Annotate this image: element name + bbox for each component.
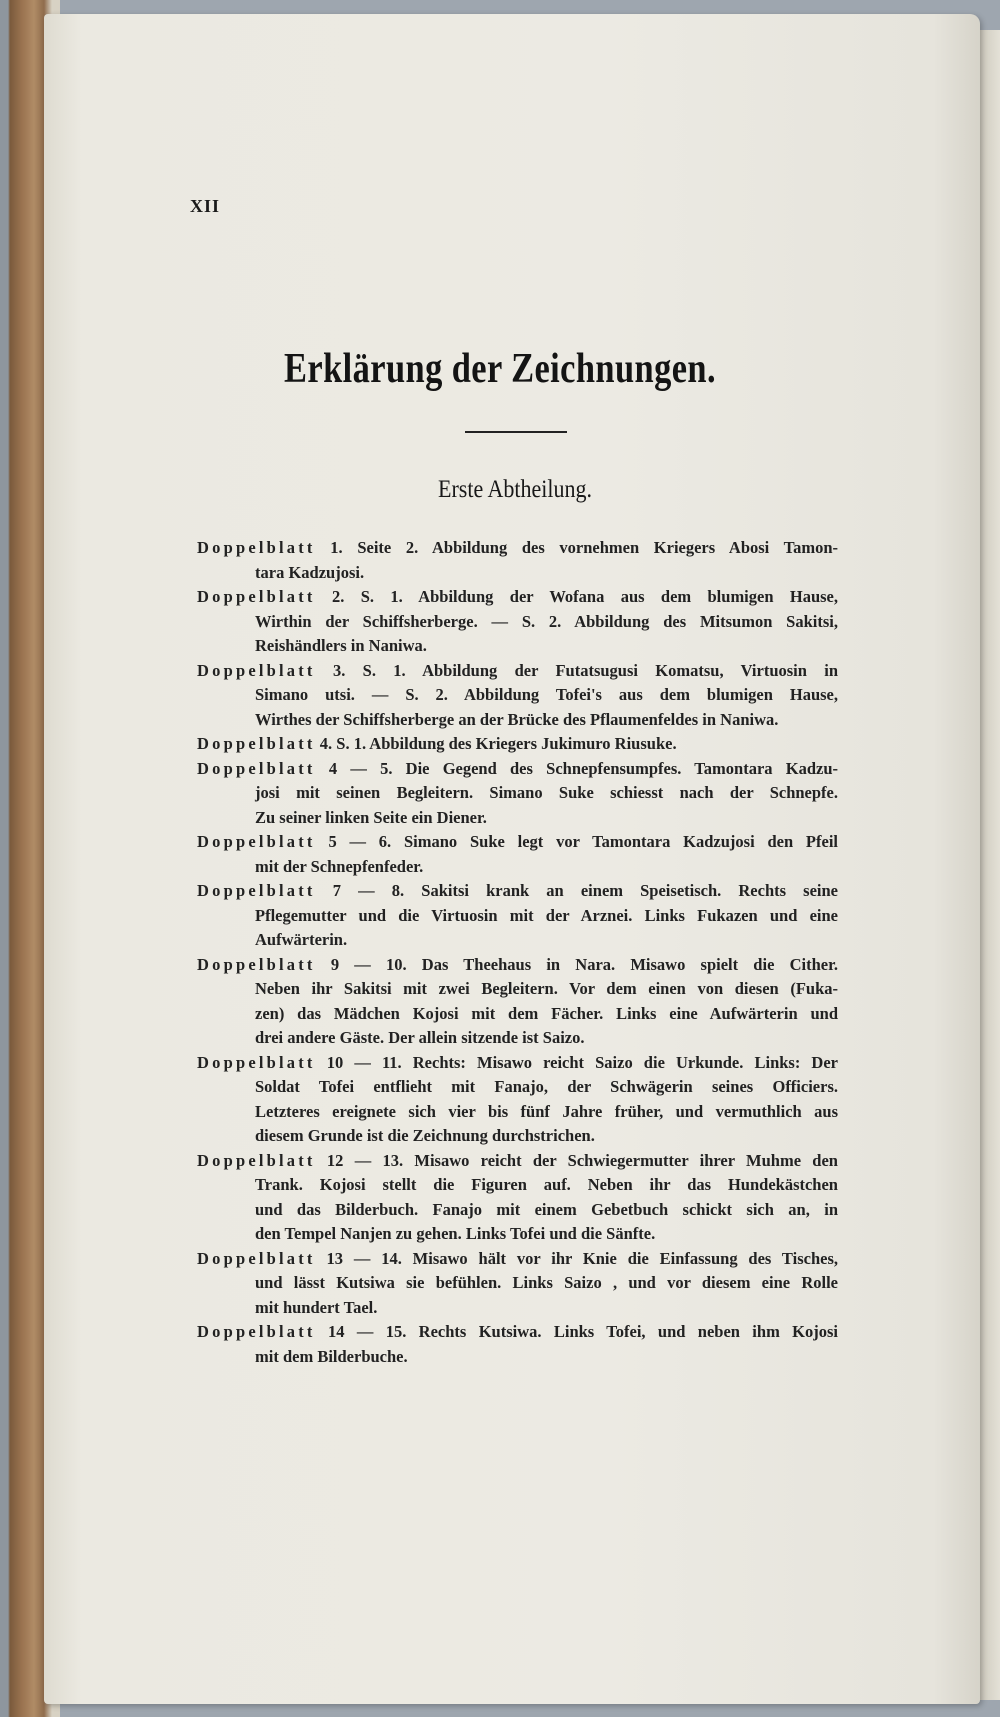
entry-text: 9 — 10. Das Theehaus in Nara. Misawo spielt die Cither.	[330, 954, 839, 974]
list-item	[197, 1247, 838, 1321]
entry-text: 2. S. 1. Abbildung der Wofana aus dem blumigen Hause,	[332, 587, 838, 606]
entry-continuation-line	[255, 806, 838, 831]
entry-continuation-line	[255, 561, 838, 586]
page-title: Erklärung der Zeichnungen.	[283, 346, 716, 392]
list-item	[197, 1051, 838, 1149]
entry-text: Trank. Kojosi stellt die Figuren auf. Neben ihr das Hundekästchen	[255, 1175, 838, 1194]
entry-continuation-line	[255, 904, 838, 929]
list-item	[197, 953, 838, 1051]
title-divider	[465, 431, 567, 433]
entry-text: 5 — 6. Simano Suke legt vor Tamontara Kadzujosi den Pfeil	[328, 832, 839, 851]
entry-text: 10 — 11. Rechts: Misawo reicht Saizo die Urkunde. Links: Der	[326, 1052, 839, 1072]
entry-text: Pflegemutter und die Virtuosin mit der Arznei. Links Fukazen und eine	[255, 905, 838, 925]
section-heading: Erste Abtheilung.	[438, 476, 592, 503]
entry-text: Wirthin der Schiffsherberge. — S. 2. Abbildung des Mitsumon Sakitsi,	[255, 611, 838, 631]
entry-continuation-line	[255, 708, 838, 733]
entry-text: 1. Seite 2. Abbildung des vornehmen Kriegers Abosi Tamon-	[330, 538, 839, 557]
entry-text: und lässt Kutsiwa sie befühlen. Links Saizo , und vor diesem eine Rolle	[255, 1273, 838, 1292]
entry-continuation-line	[255, 1296, 838, 1321]
entry-label: Doppelblatt	[197, 660, 316, 680]
entry-first-line	[197, 879, 838, 904]
list-item	[197, 879, 838, 953]
entry-text: Simano utsi. — S. 2. Abbildung Tofei's aus dem blumigen Hause,	[255, 685, 838, 704]
entry-text: 3. S. 1. Abbildung der Futatsugusi Komatsu, Virtuosin in	[332, 660, 839, 680]
entry-text: und das Bilderbuch. Fanajo mit einem Gebetbuch schickt sich an, in	[255, 1199, 838, 1219]
entry-first-line	[197, 757, 838, 782]
entry-continuation-line	[255, 634, 838, 659]
entry-first-line	[197, 1051, 838, 1076]
entry-text: Neben ihr Sakitsi mit zwei Begleitern. Vor dem einen von diesen (Fuka-	[255, 979, 838, 998]
entry-text: drei andere Gäste. Der allein sitzende ist Saizo.	[255, 1028, 585, 1047]
entry-text: mit hundert Tael.	[255, 1297, 378, 1317]
entry-text: Wirthes der Schiffsherberge an der Brücke des Pflaumenfeldes in Naniwa.	[255, 709, 779, 729]
entry-text: mit der Schnepfenfeder.	[255, 856, 424, 876]
entry-text: diesem Grunde ist die Zeichnung durchstrichen.	[255, 1126, 595, 1145]
entry-text: 7 — 8. Sakitsi krank an einem Speisetisch. Rechts seine	[332, 881, 838, 900]
list-item	[197, 536, 838, 585]
page-number: XII	[190, 196, 221, 216]
entry-first-line	[197, 830, 838, 855]
entry-text: Zu seiner linken Seite ein Diener.	[255, 807, 487, 827]
entry-label: Doppelblatt	[197, 758, 316, 778]
entry-first-line	[197, 1247, 838, 1272]
entry-continuation-line	[255, 610, 838, 635]
list-item	[197, 757, 838, 831]
entry-label: Doppelblatt	[197, 587, 316, 606]
list-item	[197, 1149, 838, 1247]
entry-first-line	[197, 1320, 838, 1345]
entry-label: Doppelblatt	[197, 832, 316, 851]
entry-text: den Tempel Nanjen zu gehen. Links Tofei und die Sänfte.	[255, 1224, 656, 1243]
list-item	[197, 585, 838, 659]
entry-continuation-line	[255, 1100, 838, 1125]
entry-continuation-line	[255, 1198, 838, 1223]
list-item	[197, 830, 838, 879]
entry-text: Letzteres ereignete sich vier bis fünf Jahre früher, und vermuthlich aus	[255, 1101, 838, 1121]
entry-continuation-line	[255, 1173, 838, 1198]
list-item	[197, 659, 838, 733]
entry-continuation-line	[255, 928, 838, 953]
entry-continuation-line	[255, 1002, 838, 1027]
entry-continuation-line	[255, 1271, 838, 1296]
entry-text: mit dem Bilderbuche.	[255, 1346, 408, 1366]
entry-text: 4. S. 1. Abbildung des Kriegers Jukimuro Riusuke.	[319, 734, 677, 753]
entry-first-line	[197, 585, 838, 610]
entry-text: 14 — 15. Rechts Kutsiwa. Links Tofei, und neben ihm Kojosi	[328, 1322, 838, 1341]
list-item	[197, 732, 838, 757]
entry-continuation-line	[255, 1075, 838, 1100]
entry-label: Doppelblatt	[197, 1248, 316, 1268]
entry-text: Reishändlers in Naniwa.	[255, 636, 427, 655]
entry-label: Doppelblatt	[197, 954, 316, 974]
entry-text: Soldat Tofei entflieht mit Fanajo, der Schwägerin seines Officiers.	[255, 1077, 838, 1096]
entry-label: Doppelblatt	[197, 1052, 316, 1072]
entry-text: 13 — 14. Misawo hält vor ihr Knie die Einfassung des Tisches,	[326, 1248, 838, 1268]
entry-text: Aufwärterin.	[255, 930, 348, 949]
entries-list	[197, 536, 838, 1369]
entry-label: Doppelblatt	[197, 538, 316, 557]
entry-first-line	[197, 732, 838, 757]
entry-continuation-line	[255, 1222, 838, 1247]
entry-first-line	[197, 659, 838, 684]
entry-label: Doppelblatt	[197, 881, 316, 900]
entry-continuation-line	[255, 977, 838, 1002]
entry-text: zen) das Mädchen Kojosi mit dem Fächer. Links eine Aufwärterin und	[255, 1003, 838, 1023]
entry-continuation-line	[255, 1124, 838, 1149]
entry-label: Doppelblatt	[197, 1150, 316, 1170]
entry-first-line	[197, 1149, 838, 1174]
entry-first-line	[197, 953, 838, 978]
entry-continuation-line	[255, 683, 838, 708]
entry-continuation-line	[255, 855, 838, 880]
entry-first-line	[197, 536, 838, 561]
entry-label: Doppelblatt	[197, 1322, 316, 1341]
entry-continuation-line	[255, 1345, 838, 1370]
entry-text: 12 — 13. Misawo reicht der Schwiegermutter ihrer Muhme den	[326, 1150, 838, 1170]
entry-label: Doppelblatt	[197, 734, 316, 753]
entry-text: 4 — 5. Die Gegend des Schnepfensumpfes. Tamontara Kadzu-	[328, 758, 839, 778]
entry-continuation-line	[255, 1026, 838, 1051]
entry-text: tara Kadzujosi.	[255, 562, 365, 582]
list-item	[197, 1320, 838, 1369]
entry-text: josi mit seinen Begleitern. Simano Suke schiesst nach der Schnepfe.	[255, 783, 838, 802]
entry-continuation-line	[255, 781, 838, 806]
